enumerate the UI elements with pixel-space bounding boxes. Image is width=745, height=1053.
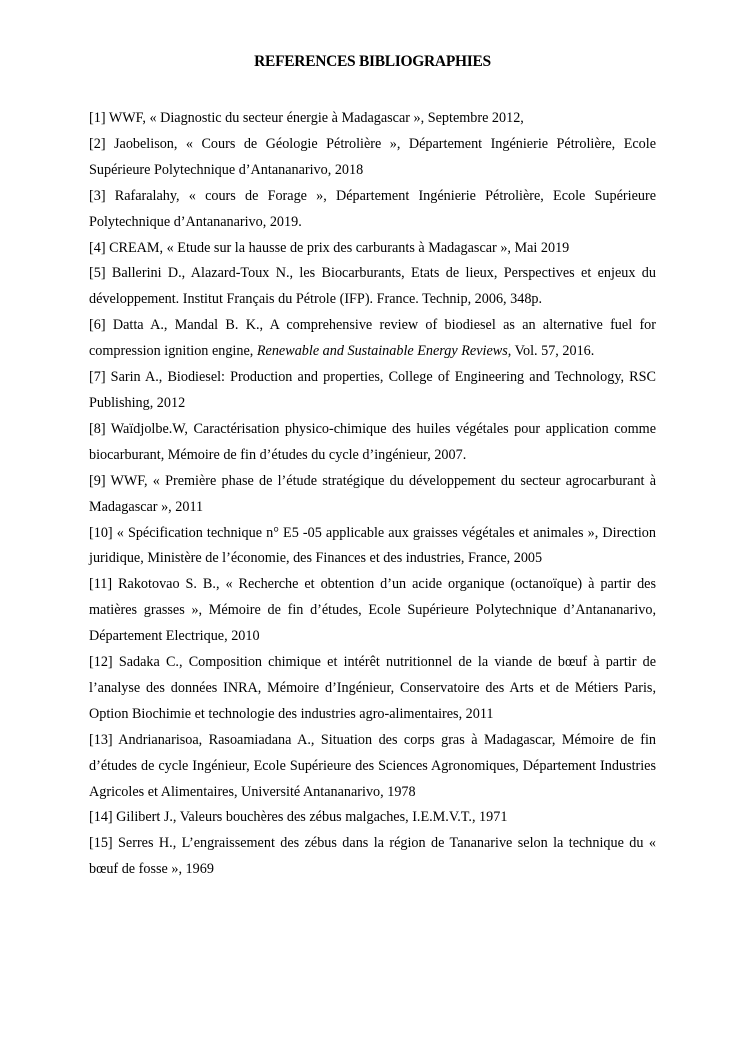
reference-item-7: [7] Sarin A., Biodiesel: Production and properties, College of Engineering and Technology, RSC Publishing, 2012 (89, 369, 656, 411)
reference-list (89, 106, 656, 883)
reference-item-11: [11] Rakotovao S. B., « Recherche et obtention d’un acide organique (octanoïque) à partir des matières grasses », Mémoire de fin d’études, Ecole Supérieure Polytechnique d’Antananarivo, Département Electrique, 2010 (89, 576, 656, 645)
reference-6-text: [6] Datta A., Mandal B. K., A comprehensive review of biodiesel as an alternative fuel for compression ignition engine, (89, 317, 656, 360)
reference-item-8: [8] Waïdjolbe.W, Caractérisation physico-chimique des huiles végétales pour application comme biocarburant, Mémoire de fin d’études du cycle d’ingénieur, 2007. (89, 420, 656, 463)
reference-item-1: [1] WWF, « Diagnostic du secteur énergie à Madagascar », Septembre 2012, (89, 110, 524, 126)
reference-item-2: [2] Jaobelison, « Cours de Géologie Pétrolière », Département Ingénierie Pétrolière, Ecole Supérieure Polytechnique d’Antananarivo, 2018 (89, 135, 656, 178)
reference-item-4: [4] CREAM, « Etude sur la hausse de prix des carburants à Madagascar », Mai 2019 (89, 239, 570, 256)
reference-6-details: Vol. 57, 2016. (511, 343, 595, 360)
reference-item-15: [15] Serres H., L’engraissement des zébus dans la région de Tananarive selon la technique du « bœuf de fosse », 1969 (89, 835, 656, 878)
reference-item-6 (89, 313, 656, 365)
reference-item-13: [13] Andrianarisoa, Rasoamiadana A., Situation des corps gras à Madagascar, Mémoire de fin d’études de cycle Ingénieur, Ecole Supérieure des Sciences Agronomiques, Département Industries Agricoles et Alimentaires, Université Antananarivo, 1978 (89, 731, 656, 800)
page-title: REFERENCES BIBLIOGRAPHIES (254, 53, 491, 70)
reference-item-10: [10] « Spécification technique n° E5 -05 applicable aux graisses végétales et animales », Direction juridique, Ministère de l’économie, des Finances et des industries, France, 2005 (89, 524, 656, 567)
reference-6-journal: Renewable and Sustainable Energy Reviews, (256, 343, 512, 360)
reference-item-5: [5] Ballerini D., Alazard-Toux N., les Biocarburants, Etats de lieux, Perspectives et enjeux du développement. Institut Français du Pétrole (IFP). France. Technip, 2006, 348p. (89, 265, 656, 308)
reference-item-14: [14] Gilibert J., Valeurs bouchères des zébus malgaches, I.E.M.V.T., 1971 (89, 809, 508, 826)
reference-item-9: [9] WWF, « Première phase de l’étude stratégique du développement du secteur agrocarburant à Madagascar », 2011 (89, 472, 656, 515)
reference-item-3: [3] Rafaralahy, « cours de Forage », Département Ingénierie Pétrolière, Ecole Supérieure Polytechnique d’Antananarivo, 2019. (89, 187, 656, 230)
reference-item-12: [12] Sadaka C., Composition chimique et intérêt nutritionnel de la viande de bœuf à partir de l’analyse des données INRA, Mémoire d’Ingénieur, Conservatoire des Arts et de Métiers Paris, Option Biochimie et technologie des industries agro-alimentaires, 2011 (89, 654, 656, 722)
